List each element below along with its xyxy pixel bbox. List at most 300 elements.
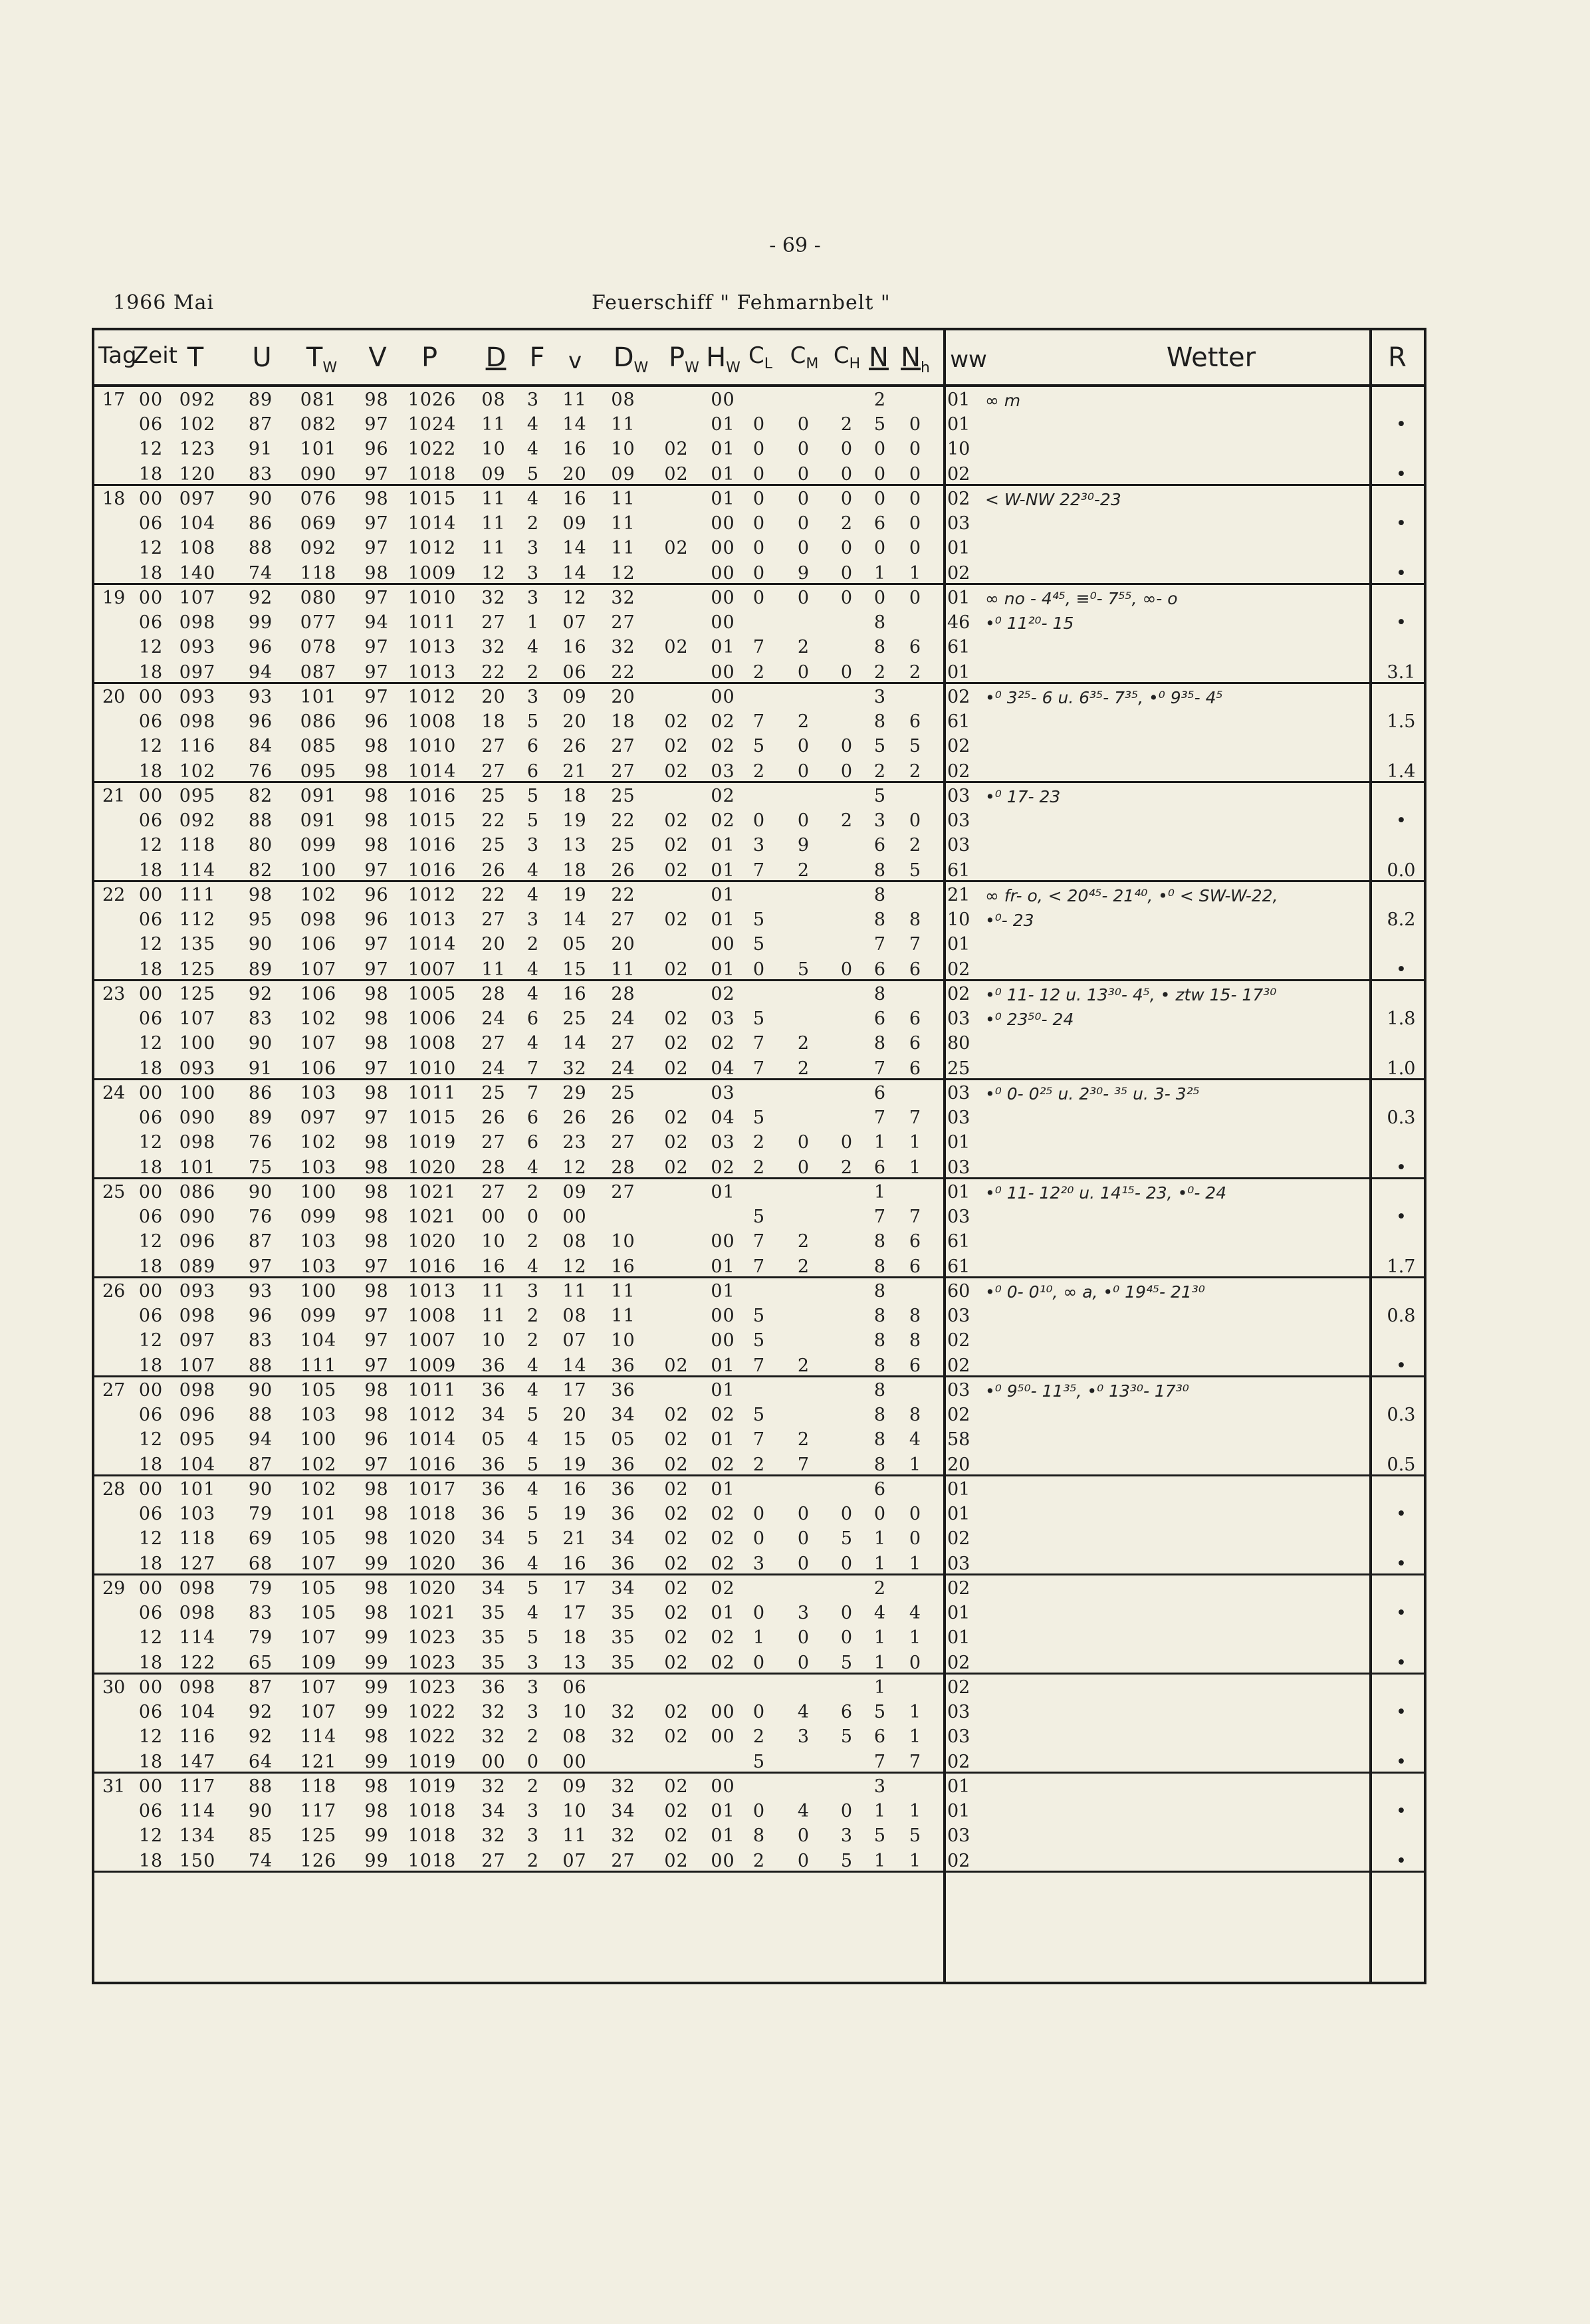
cell-zeit: 18: [138, 959, 164, 980]
cell-vv: 21: [562, 1528, 587, 1550]
cell-zeit: 00: [138, 1380, 164, 1401]
cell-p: 1015: [407, 489, 457, 509]
cell-r: •: [1396, 1207, 1407, 1228]
cell-d: 34: [481, 1801, 506, 1822]
cell-f: 3: [526, 1702, 540, 1723]
cell-f: 6: [526, 760, 540, 782]
cell-n: 8: [873, 1256, 887, 1277]
cell-nh: 8: [909, 1330, 922, 1351]
cell-cm: 0: [797, 1157, 810, 1178]
cell-t: 107: [179, 588, 216, 608]
cell-v: 96: [364, 439, 389, 460]
cell-v: 98: [364, 736, 389, 757]
cell-tw: 104: [300, 1330, 337, 1351]
cell-hw: 01: [711, 1256, 735, 1277]
cell-hw: 01: [711, 1380, 735, 1401]
cell-nh: 0: [909, 489, 922, 509]
cell-vv: 14: [562, 909, 587, 931]
cell-nh: 2: [909, 760, 922, 782]
cell-cl: 0: [752, 463, 766, 485]
cell-ww: 03: [947, 1207, 970, 1228]
cell-u: 64: [248, 1751, 273, 1772]
cell-dw: 34: [611, 1578, 635, 1599]
cell-d: 36: [481, 1380, 506, 1401]
cell-wetter: •⁰ 9⁵⁰- 11³⁵, •⁰ 13³⁰- 17³⁰: [985, 1381, 1189, 1401]
cell-hw: 00: [711, 588, 735, 608]
cell-t: 104: [179, 1454, 216, 1475]
cell-ch: 0: [840, 736, 853, 757]
cell-tw: 103: [300, 1405, 337, 1426]
cell-vv: 08: [562, 1306, 587, 1327]
cell-cm: 2: [797, 1231, 810, 1252]
cell-dw: 24: [611, 1008, 635, 1030]
cell-v: 97: [364, 588, 389, 608]
cell-zeit: 12: [138, 1429, 164, 1451]
cell-tw: 105: [300, 1603, 337, 1624]
cell-d: 25: [481, 1083, 506, 1104]
cell-u: 88: [248, 1355, 273, 1376]
table-row: [94, 1105, 1424, 1129]
cell-hw: 00: [711, 513, 735, 534]
cell-ch: 0: [840, 1504, 853, 1525]
cell-zeit: 18: [138, 1058, 164, 1079]
cell-p: 1020: [407, 1578, 457, 1599]
cell-d: 28: [481, 984, 506, 1004]
cell-n: 8: [873, 1355, 887, 1376]
cell-vv: 11: [562, 1825, 587, 1847]
cell-tw: 117: [300, 1801, 337, 1822]
cell-pw: 02: [664, 1825, 689, 1847]
cell-zeit: 00: [138, 1083, 164, 1104]
cell-zeit: 00: [138, 1677, 164, 1698]
cell-v: 99: [364, 1677, 389, 1698]
cell-cl: 3: [752, 1553, 766, 1574]
cell-n: 8: [873, 637, 887, 658]
table-row: [94, 1402, 1424, 1427]
cell-p: 1014: [407, 1429, 457, 1451]
cell-ww: 02: [947, 463, 970, 485]
day-group-27: [94, 1377, 1424, 1476]
cell-tw: 081: [300, 390, 337, 410]
cell-u: 80: [248, 835, 273, 856]
cell-p: 1022: [407, 1726, 457, 1748]
cell-t: 103: [179, 1504, 216, 1525]
cell-hw: 02: [711, 1578, 735, 1599]
cell-dw: 08: [611, 390, 635, 410]
cell-cl: 0: [752, 1504, 766, 1525]
cell-u: 90: [248, 1801, 273, 1822]
cell-n: 1: [873, 562, 887, 584]
cell-tw: 101: [300, 687, 337, 707]
cell-tw: 090: [300, 463, 337, 485]
cell-v: 97: [364, 934, 389, 955]
cell-t: 092: [179, 390, 216, 410]
cell-cm: 0: [797, 538, 810, 559]
cell-zeit: 12: [138, 1132, 164, 1153]
cell-u: 90: [248, 1479, 273, 1500]
cell-tw: 085: [300, 736, 337, 757]
cell-f: 4: [526, 860, 540, 881]
cell-tw: 106: [300, 984, 337, 1004]
cell-p: 1009: [407, 562, 457, 584]
cell-zeit: 00: [138, 786, 164, 806]
cell-nh: 6: [909, 1231, 922, 1252]
cell-d: 05: [481, 1429, 506, 1451]
cell-d: 25: [481, 835, 506, 856]
cell-cl: 0: [752, 588, 766, 608]
cell-tw: 103: [300, 1231, 337, 1252]
cell-ww: 01: [947, 1479, 970, 1500]
cell-dw: 27: [611, 612, 635, 634]
cell-dw: 34: [611, 1801, 635, 1822]
col-hw: $H_W$: [706, 342, 740, 376]
cell-f: 2: [526, 1776, 540, 1797]
cell-nh: 1: [909, 1553, 922, 1574]
table-row: [94, 387, 1424, 411]
cell-r: •: [1396, 810, 1407, 832]
table-row: [94, 1155, 1424, 1179]
cell-u: 83: [248, 1008, 273, 1030]
cell-vv: 11: [562, 1281, 587, 1302]
cell-r: •: [1396, 1603, 1407, 1624]
cell-nh: 0: [909, 513, 922, 534]
cell-ww: 20: [947, 1454, 970, 1475]
cell-cm: 0: [797, 1132, 810, 1153]
cell-ch: 5: [840, 1850, 853, 1871]
cell-ww: 03: [947, 1702, 970, 1723]
cell-ww: 01: [947, 414, 970, 435]
cell-cl: 0: [752, 489, 766, 509]
cell-nh: 0: [909, 1528, 922, 1550]
cell-tw: 100: [300, 1281, 337, 1302]
cell-d: 35: [481, 1603, 506, 1624]
cell-zeit: 12: [138, 637, 164, 658]
cell-t: 112: [179, 909, 216, 931]
cell-hw: 01: [711, 885, 735, 905]
cell-nh: 6: [909, 1008, 922, 1030]
cell-wetter: •⁰ 11²⁰- 15: [985, 614, 1074, 634]
cell-p: 1005: [407, 984, 457, 1004]
cell-p: 1008: [407, 1306, 457, 1327]
cell-v: 97: [364, 1454, 389, 1475]
table-row: [94, 610, 1424, 634]
cell-r: 0.3: [1387, 1107, 1416, 1129]
cell-u: 89: [248, 1107, 273, 1129]
cell-vv: 08: [562, 1726, 587, 1748]
cell-v: 96: [364, 909, 389, 931]
cell-hw: 02: [711, 810, 735, 832]
cell-p: 1013: [407, 661, 457, 683]
cell-n: 7: [873, 1107, 887, 1129]
cell-pw: 02: [664, 1726, 689, 1748]
cell-dw: 26: [611, 1107, 635, 1129]
cell-d: 11: [481, 489, 506, 509]
cell-n: 6: [873, 1726, 887, 1748]
cell-u: 95: [248, 909, 273, 931]
cell-v: 94: [364, 612, 389, 634]
cell-f: 4: [526, 1355, 540, 1376]
header-date: 1966 Mai: [113, 291, 215, 314]
cell-u: 90: [248, 1033, 273, 1054]
cell-r: •: [1396, 1652, 1407, 1673]
cell-u: 65: [248, 1652, 273, 1673]
cell-f: 2: [526, 1306, 540, 1327]
cell-ww: 02: [947, 1751, 970, 1772]
cell-d: 20: [481, 934, 506, 955]
table-row: [94, 1129, 1424, 1154]
cell-nh: 0: [909, 414, 922, 435]
cell-cm: 0: [797, 439, 810, 460]
cell-v: 97: [364, 1107, 389, 1129]
cell-pw: 02: [664, 1429, 689, 1451]
cell-wetter: •⁰ 11- 12 u. 13³⁰- 4⁵, • ztw 15- 17³⁰: [985, 985, 1277, 1004]
cell-cl: 0: [752, 1801, 766, 1822]
cell-p: 1020: [407, 1553, 457, 1574]
col-v: V: [368, 342, 387, 373]
cell-hw: 00: [711, 1776, 735, 1797]
cell-p: 1018: [407, 1850, 457, 1871]
cell-dw: 27: [611, 1132, 635, 1153]
table-row: [94, 1625, 1424, 1649]
cell-p: 1008: [407, 1033, 457, 1054]
cell-d: 27: [481, 760, 506, 782]
cell-cl: 7: [752, 1355, 766, 1376]
cell-pw: 02: [664, 711, 689, 733]
cell-vv: 16: [562, 1479, 587, 1500]
cell-d: 18: [481, 711, 506, 733]
cell-wetter: •⁰ 23⁵⁰- 24: [985, 1010, 1074, 1030]
cell-f: 2: [526, 1330, 540, 1351]
cell-cm: 0: [797, 513, 810, 534]
cell-n: 1: [873, 1553, 887, 1574]
cell-hw: 00: [711, 538, 735, 559]
cell-r: •: [1396, 1553, 1407, 1574]
cell-ww: 03: [947, 835, 970, 856]
cell-r: •: [1396, 1355, 1407, 1376]
cell-ww: 03: [947, 1306, 970, 1327]
cell-d: 11: [481, 414, 506, 435]
cell-p: 1012: [407, 538, 457, 559]
cell-n: 0: [873, 588, 887, 608]
cell-ww: 21: [947, 885, 970, 905]
cell-pw: 02: [664, 909, 689, 931]
cell-vv: 06: [562, 661, 587, 683]
cell-ch: 5: [840, 1528, 853, 1550]
cell-u: 82: [248, 860, 273, 881]
cell-d: 34: [481, 1405, 506, 1426]
cell-t: 100: [179, 1083, 216, 1104]
cell-dw: 32: [611, 1702, 635, 1723]
cell-zeit: 18: [138, 1355, 164, 1376]
cell-pw: 02: [664, 1627, 689, 1649]
cell-ww: 01: [947, 1801, 970, 1822]
cell-f: 2: [526, 513, 540, 534]
cell-p: 1023: [407, 1677, 457, 1698]
header-title: Feuerschiff " Fehmarnbelt ": [592, 291, 891, 314]
cell-hw: 01: [711, 1825, 735, 1847]
cell-t: 125: [179, 984, 216, 1004]
cell-cl: 1: [752, 1627, 766, 1649]
cell-dw: 11: [611, 959, 635, 980]
cell-v: 99: [364, 1702, 389, 1723]
cell-vv: 11: [562, 390, 587, 410]
cell-u: 93: [248, 1281, 273, 1302]
cell-f: 3: [526, 835, 540, 856]
cell-d: 16: [481, 1256, 506, 1277]
cell-pw: 02: [664, 835, 689, 856]
table-row: [94, 1476, 1424, 1501]
cell-vv: 23: [562, 1132, 587, 1153]
cell-hw: 01: [711, 1182, 735, 1203]
cell-dw: 35: [611, 1627, 635, 1649]
cell-ch: 2: [840, 1157, 853, 1178]
cell-hw: 02: [711, 1553, 735, 1574]
col-cl: $C_L$: [748, 342, 772, 372]
cell-t: 111: [179, 885, 216, 905]
cell-hw: 04: [711, 1107, 735, 1129]
day-group-25: [94, 1179, 1424, 1278]
cell-t: 140: [179, 562, 216, 584]
cell-v: 98: [364, 760, 389, 782]
cell-pw: 02: [664, 1355, 689, 1376]
cell-zeit: 06: [138, 1504, 164, 1525]
cell-n: 8: [873, 1330, 887, 1351]
cell-hw: 01: [711, 909, 735, 931]
cell-u: 79: [248, 1578, 273, 1599]
cell-dw: 11: [611, 1281, 635, 1302]
cell-tw: 118: [300, 562, 337, 584]
cell-t: 120: [179, 463, 216, 485]
cell-p: 1010: [407, 1058, 457, 1079]
cell-n: 8: [873, 1281, 887, 1302]
cell-ch: 2: [840, 513, 853, 534]
cell-pw: 02: [664, 1504, 689, 1525]
cell-vv: 05: [562, 934, 587, 955]
cell-dw: 32: [611, 1726, 635, 1748]
table-row: [94, 709, 1424, 733]
cell-f: 4: [526, 1157, 540, 1178]
cell-zeit: 00: [138, 1578, 164, 1599]
cell-v: 98: [364, 1157, 389, 1178]
cell-pw: 02: [664, 1033, 689, 1054]
cell-t: 098: [179, 1603, 216, 1624]
cell-cl: 7: [752, 711, 766, 733]
cell-vv: 00: [562, 1207, 587, 1228]
cell-hw: 02: [711, 1454, 735, 1475]
cell-vv: 20: [562, 711, 587, 733]
table-row: [94, 981, 1424, 1006]
cell-nh: 1: [909, 1454, 922, 1475]
cell-n: 1: [873, 1677, 887, 1698]
page-number: - 69 -: [769, 234, 821, 257]
cell-nh: 5: [909, 1825, 922, 1847]
table-row: [94, 1353, 1424, 1377]
cell-dw: 32: [611, 637, 635, 658]
cell-n: 6: [873, 1008, 887, 1030]
cell-hw: 02: [711, 1033, 735, 1054]
cell-f: 6: [526, 1107, 540, 1129]
cell-n: 8: [873, 1033, 887, 1054]
cell-hw: 01: [711, 463, 735, 485]
cell-vv: 14: [562, 562, 587, 584]
cell-cl: 0: [752, 1603, 766, 1624]
table-row: [94, 1204, 1424, 1228]
cell-u: 75: [248, 1157, 273, 1178]
cell-zeit: 12: [138, 1825, 164, 1847]
cell-pw: 02: [664, 736, 689, 757]
cell-d: 36: [481, 1504, 506, 1525]
cell-cl: 0: [752, 538, 766, 559]
cell-f: 3: [526, 562, 540, 584]
cell-t: 118: [179, 1528, 216, 1550]
cell-p: 1015: [407, 1107, 457, 1129]
cell-d: 32: [481, 1776, 506, 1797]
cell-dw: 22: [611, 661, 635, 683]
cell-r: 1.0: [1387, 1058, 1416, 1079]
cell-u: 76: [248, 1207, 273, 1228]
cell-ch: 0: [840, 1801, 853, 1822]
table-row: [94, 1303, 1424, 1328]
cell-ww: 02: [947, 489, 970, 509]
cell-n: 7: [873, 1058, 887, 1079]
cell-u: 92: [248, 588, 273, 608]
cell-d: 22: [481, 885, 506, 905]
cell-u: 90: [248, 1182, 273, 1203]
cell-p: 1018: [407, 463, 457, 485]
cell-pw: 02: [664, 1776, 689, 1797]
cell-d: 27: [481, 909, 506, 931]
cell-t: 114: [179, 860, 216, 881]
cell-zeit: 18: [138, 562, 164, 584]
cell-r: 1.8: [1387, 1008, 1416, 1030]
col-d: D: [485, 342, 507, 373]
cell-d: 35: [481, 1652, 506, 1673]
cell-p: 1017: [407, 1479, 457, 1500]
cell-tw: 078: [300, 637, 337, 658]
cell-v: 97: [364, 1306, 389, 1327]
cell-d: 20: [481, 687, 506, 707]
cell-dw: 09: [611, 463, 635, 485]
cell-v: 97: [364, 463, 389, 485]
cell-wetter: •⁰ 17- 23: [985, 787, 1061, 806]
cell-n: 5: [873, 1825, 887, 1847]
cell-ww: 02: [947, 562, 970, 584]
cell-zeit: 06: [138, 414, 164, 435]
cell-cm: 0: [797, 463, 810, 485]
cell-cl: 5: [752, 736, 766, 757]
table-row: [94, 832, 1424, 857]
cell-v: 97: [364, 661, 389, 683]
cell-u: 85: [248, 1825, 273, 1847]
cell-r: 3.1: [1387, 661, 1416, 683]
cell-f: 3: [526, 1825, 540, 1847]
table-row: [94, 1699, 1424, 1724]
cell-p: 1012: [407, 1405, 457, 1426]
cell-cl: 0: [752, 562, 766, 584]
cell-u: 90: [248, 489, 273, 509]
cell-d: 32: [481, 637, 506, 658]
cell-f: 3: [526, 687, 540, 707]
cell-vv: 09: [562, 513, 587, 534]
cell-ww: 01: [947, 538, 970, 559]
cell-tw: 107: [300, 1553, 337, 1574]
cell-cm: 7: [797, 1454, 810, 1475]
cell-cm: 0: [797, 1850, 810, 1871]
cell-f: 5: [526, 1405, 540, 1426]
cell-v: 98: [364, 1528, 389, 1550]
cell-pw: 02: [664, 860, 689, 881]
cell-vv: 08: [562, 1231, 587, 1252]
